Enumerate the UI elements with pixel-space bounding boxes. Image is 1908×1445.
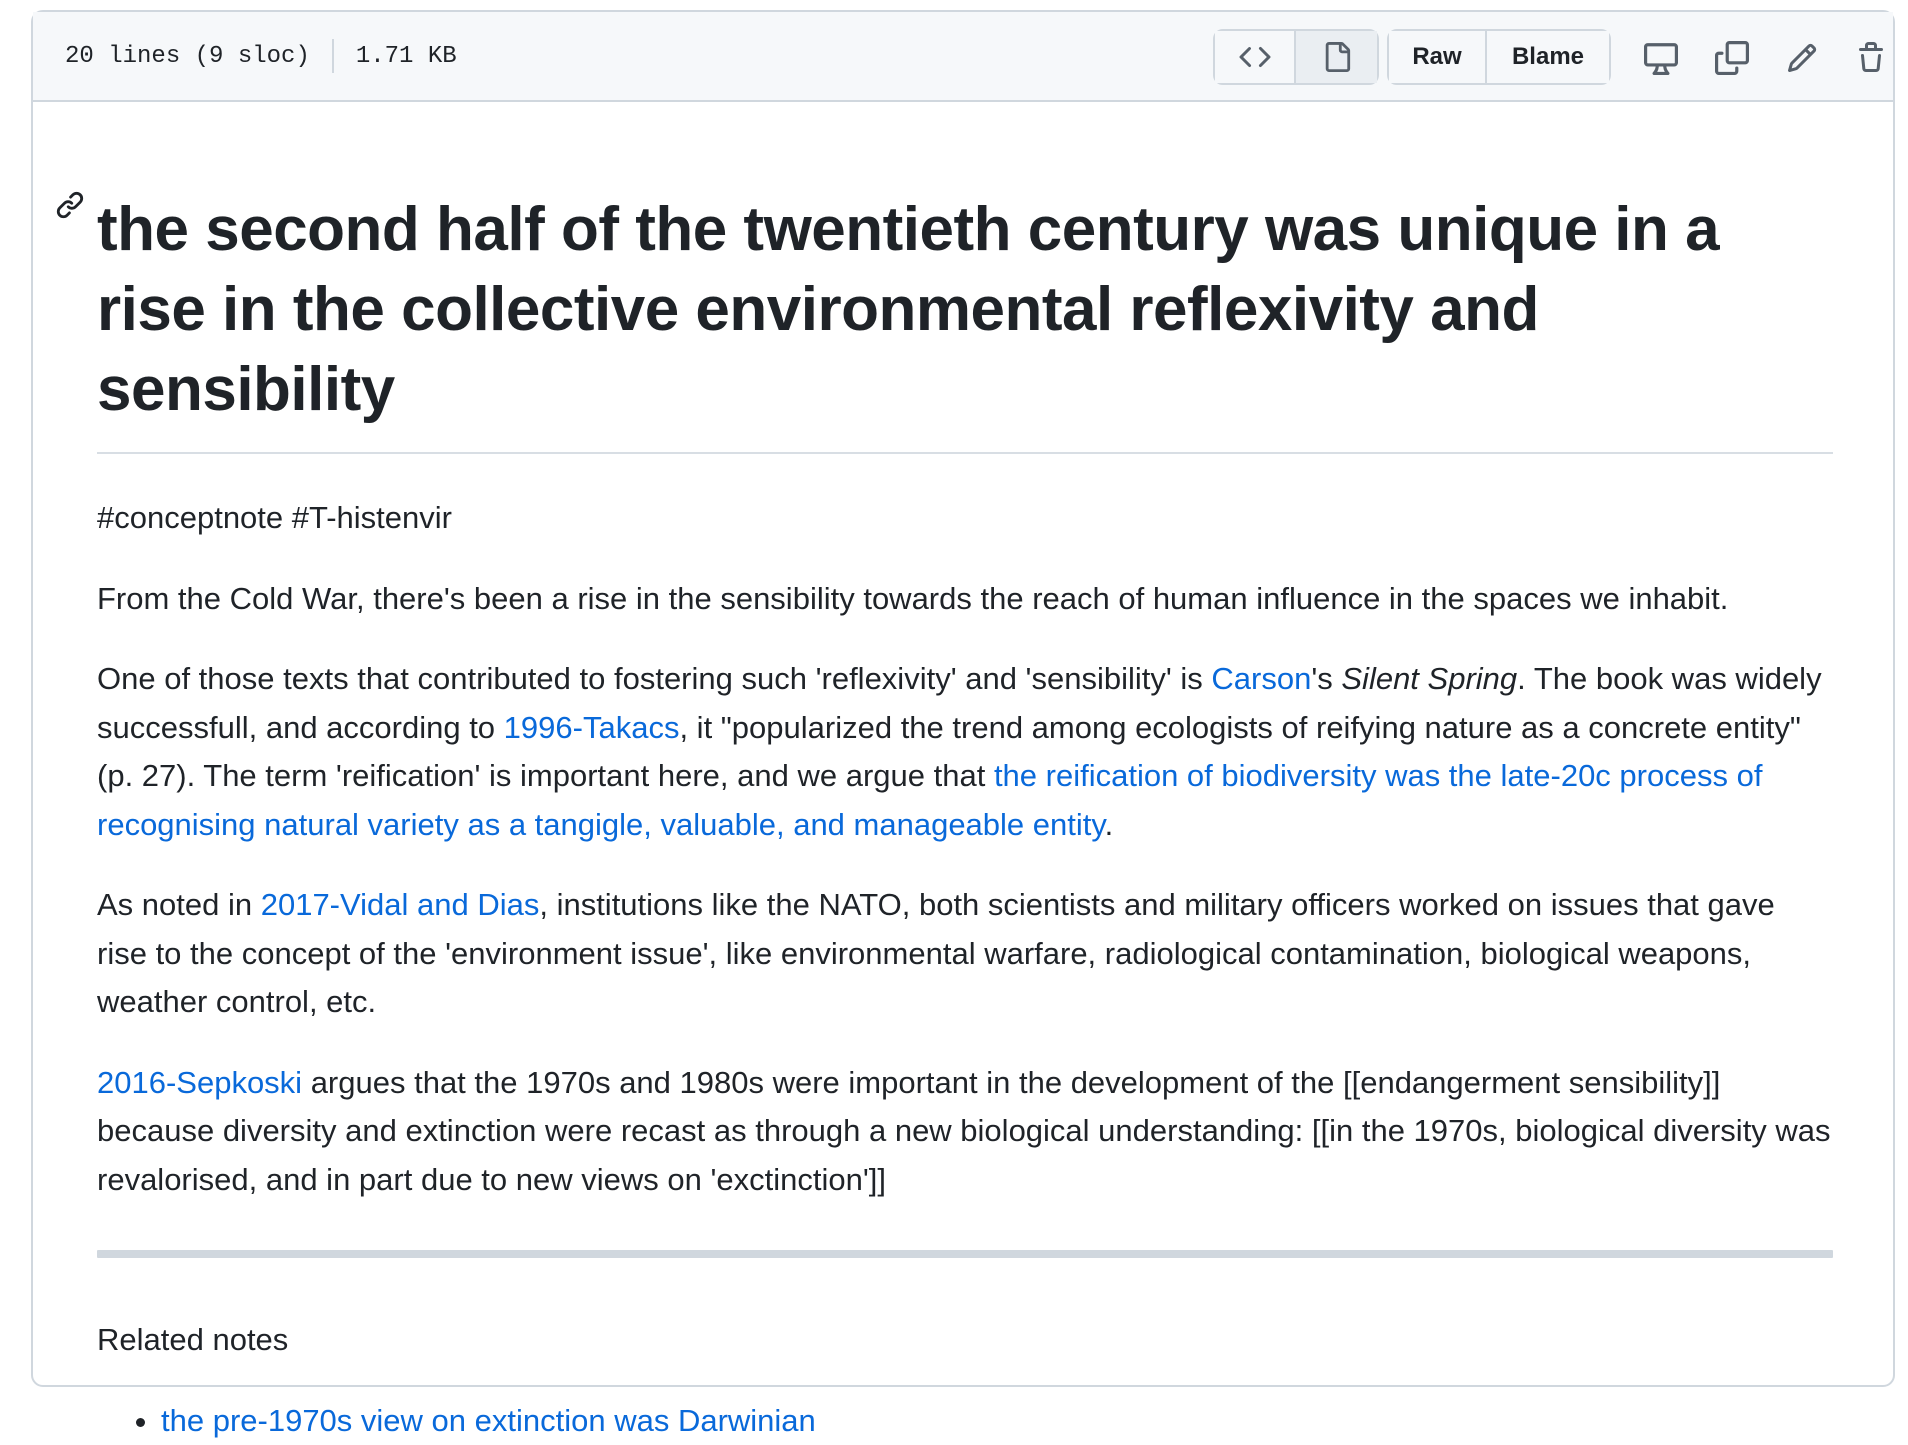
page-title: the second half of the twentieth century was unique in a rise in the collective environmental reflexivity and sensibility	[97, 102, 1833, 454]
paragraph-1: From the Cold War, there's been a rise in the sensibility towards the reach of human influence in the spaces we inhabit.	[97, 580, 1729, 616]
preview-button[interactable]	[1296, 31, 1377, 83]
link-reification[interactable]: the reification of biodiversity was the late-20c process of recognising natural variety as a tangigle, valuable, and manageable entity	[97, 758, 1763, 842]
text: , it "popularized the trend among ecologists of reifying nature as a concrete entity" (p. 27). The term 'reification' is important here, and we argue that	[97, 709, 1801, 793]
markdown-body	[97, 102, 1833, 1445]
file-viewer	[31, 10, 1895, 1438]
text: As noted in	[97, 887, 261, 922]
link-carson[interactable]: Carson	[1211, 661, 1312, 696]
pencil-icon	[1786, 42, 1818, 74]
copy-icon	[1715, 41, 1749, 75]
text: 's	[1311, 661, 1342, 696]
paragraph-4	[97, 1059, 1833, 1205]
code-icon	[1239, 41, 1271, 73]
edit-button[interactable]	[1784, 40, 1820, 76]
text: .	[1104, 806, 1114, 842]
file-size: 1.71 KB	[355, 42, 457, 70]
link-takacs[interactable]: 1996-Takacs	[503, 709, 680, 745]
view-toggle	[1213, 29, 1379, 85]
title-wrap	[97, 102, 1833, 454]
tags: #conceptnote #T-histenvir	[97, 500, 452, 535]
text: argues that the 1970s and 1980s were important in the development of the [[endangerment sensibility]] because diversity and extinction were recast as through a new biological understanding: [[in the 1970s, biological diversity was revalorised, and in part due to new views on 'exctinction']]	[97, 1064, 1831, 1197]
related-note-link[interactable]: the pre-1970s view on extinction was Darwinian	[161, 1402, 816, 1438]
delete-button[interactable]	[1853, 40, 1889, 76]
horizontal-rule	[97, 1250, 1833, 1258]
related-notes-list	[97, 1397, 1833, 1445]
raw-blame-group	[1387, 29, 1611, 85]
heading-anchor[interactable]	[55, 190, 85, 220]
link-sepkoski[interactable]: 2016-Sepkoski	[97, 1064, 303, 1100]
code-view-button[interactable]	[1215, 31, 1296, 83]
related-notes-heading: Related notes	[97, 1322, 289, 1357]
lines-count: 20 lines (9 sloc)	[65, 42, 310, 70]
paragraph-2	[97, 655, 1833, 849]
text: . The book was widely successfull, and according to	[97, 661, 1822, 745]
raw-button[interactable]: Raw	[1389, 31, 1487, 83]
file-icon	[1322, 42, 1352, 72]
book-title: Silent Spring	[1341, 661, 1518, 696]
desktop-button[interactable]	[1643, 40, 1679, 76]
trash-icon	[1855, 42, 1887, 74]
paragraph-3	[97, 881, 1833, 1027]
blame-button[interactable]: Blame	[1487, 31, 1609, 83]
copy-button[interactable]	[1714, 40, 1750, 76]
text: One of those texts that contributed to fostering such 'reflexivity' and 'sensibility' is	[97, 661, 1212, 696]
file-info	[65, 12, 457, 100]
divider	[332, 39, 334, 73]
list-item	[161, 1397, 1833, 1445]
text: , institutions like the NATO, both scientists and military officers worked on issues that gave rise to the concept of the 'environment issue', like environmental warfare, radiological contamination, biological weapons, weather control, etc.	[97, 887, 1775, 1019]
link-vidal-dias[interactable]: 2017-Vidal and Dias	[260, 887, 540, 922]
link-icon	[55, 190, 85, 220]
file-header	[33, 12, 1893, 102]
desktop-icon	[1644, 41, 1678, 75]
